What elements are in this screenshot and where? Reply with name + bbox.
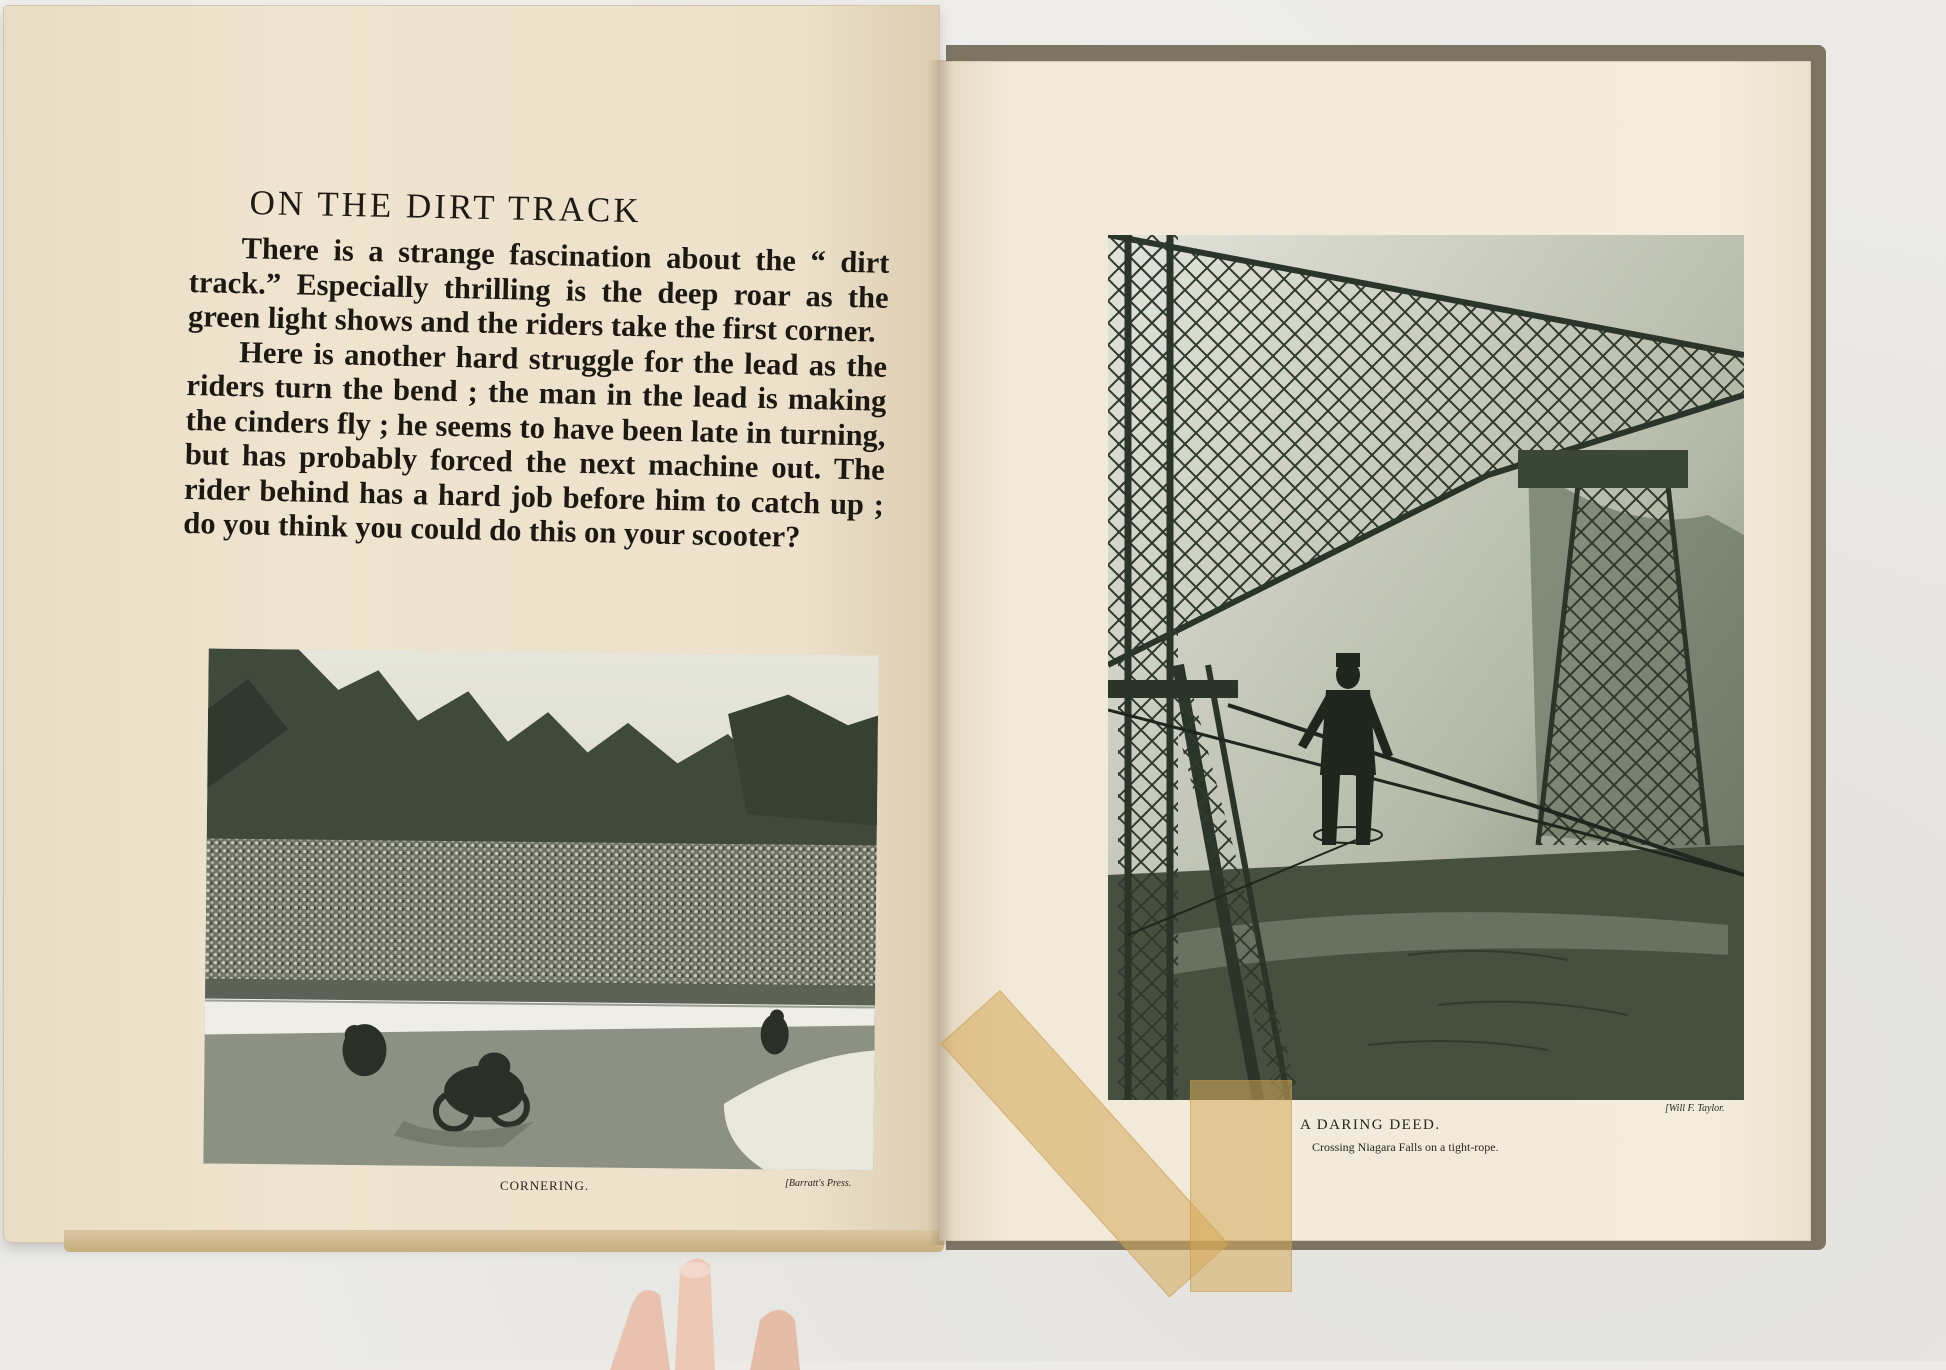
left-photo-credit: [Barratt's Press. xyxy=(785,1178,852,1189)
hand-holding-book xyxy=(600,1250,840,1370)
page-edges xyxy=(64,1230,944,1252)
adhesive-tape-vertical xyxy=(1190,1080,1292,1292)
dirt-track-photo xyxy=(203,649,878,1171)
left-photo-caption: CORNERING. xyxy=(500,1178,590,1193)
right-photo-credit: [Will F. Taylor. xyxy=(1665,1103,1725,1114)
right-photo-caption-subtitle: Crossing Niagara Falls on a tight-rope. xyxy=(1312,1140,1499,1154)
tightrope-photo xyxy=(1108,235,1744,1100)
dirt-track-illustration xyxy=(203,649,878,1171)
book-gutter xyxy=(928,60,954,1245)
tightrope-illustration xyxy=(1108,235,1744,1100)
article-body xyxy=(183,230,890,556)
paragraph-2: Here is another hard struggle for the lead as the riders turn the bend ; the man in the lead is making the cinders fly ; he seems to have been late in turning, but has probably forced the next machine out. The rider behind has a hard job before him to catch up ; do you think you could do this on your scooter? xyxy=(182,334,888,554)
right-photo-caption-title: A DARING DEED. xyxy=(1300,1117,1441,1133)
paragraph-1: There is a strange fascination about the “ dirt track.” Especially thrilling is the deep roar as the green light shows and the riders take the first corner. xyxy=(187,231,890,349)
page-heading: ON THE DIRT TRACK xyxy=(249,183,643,231)
